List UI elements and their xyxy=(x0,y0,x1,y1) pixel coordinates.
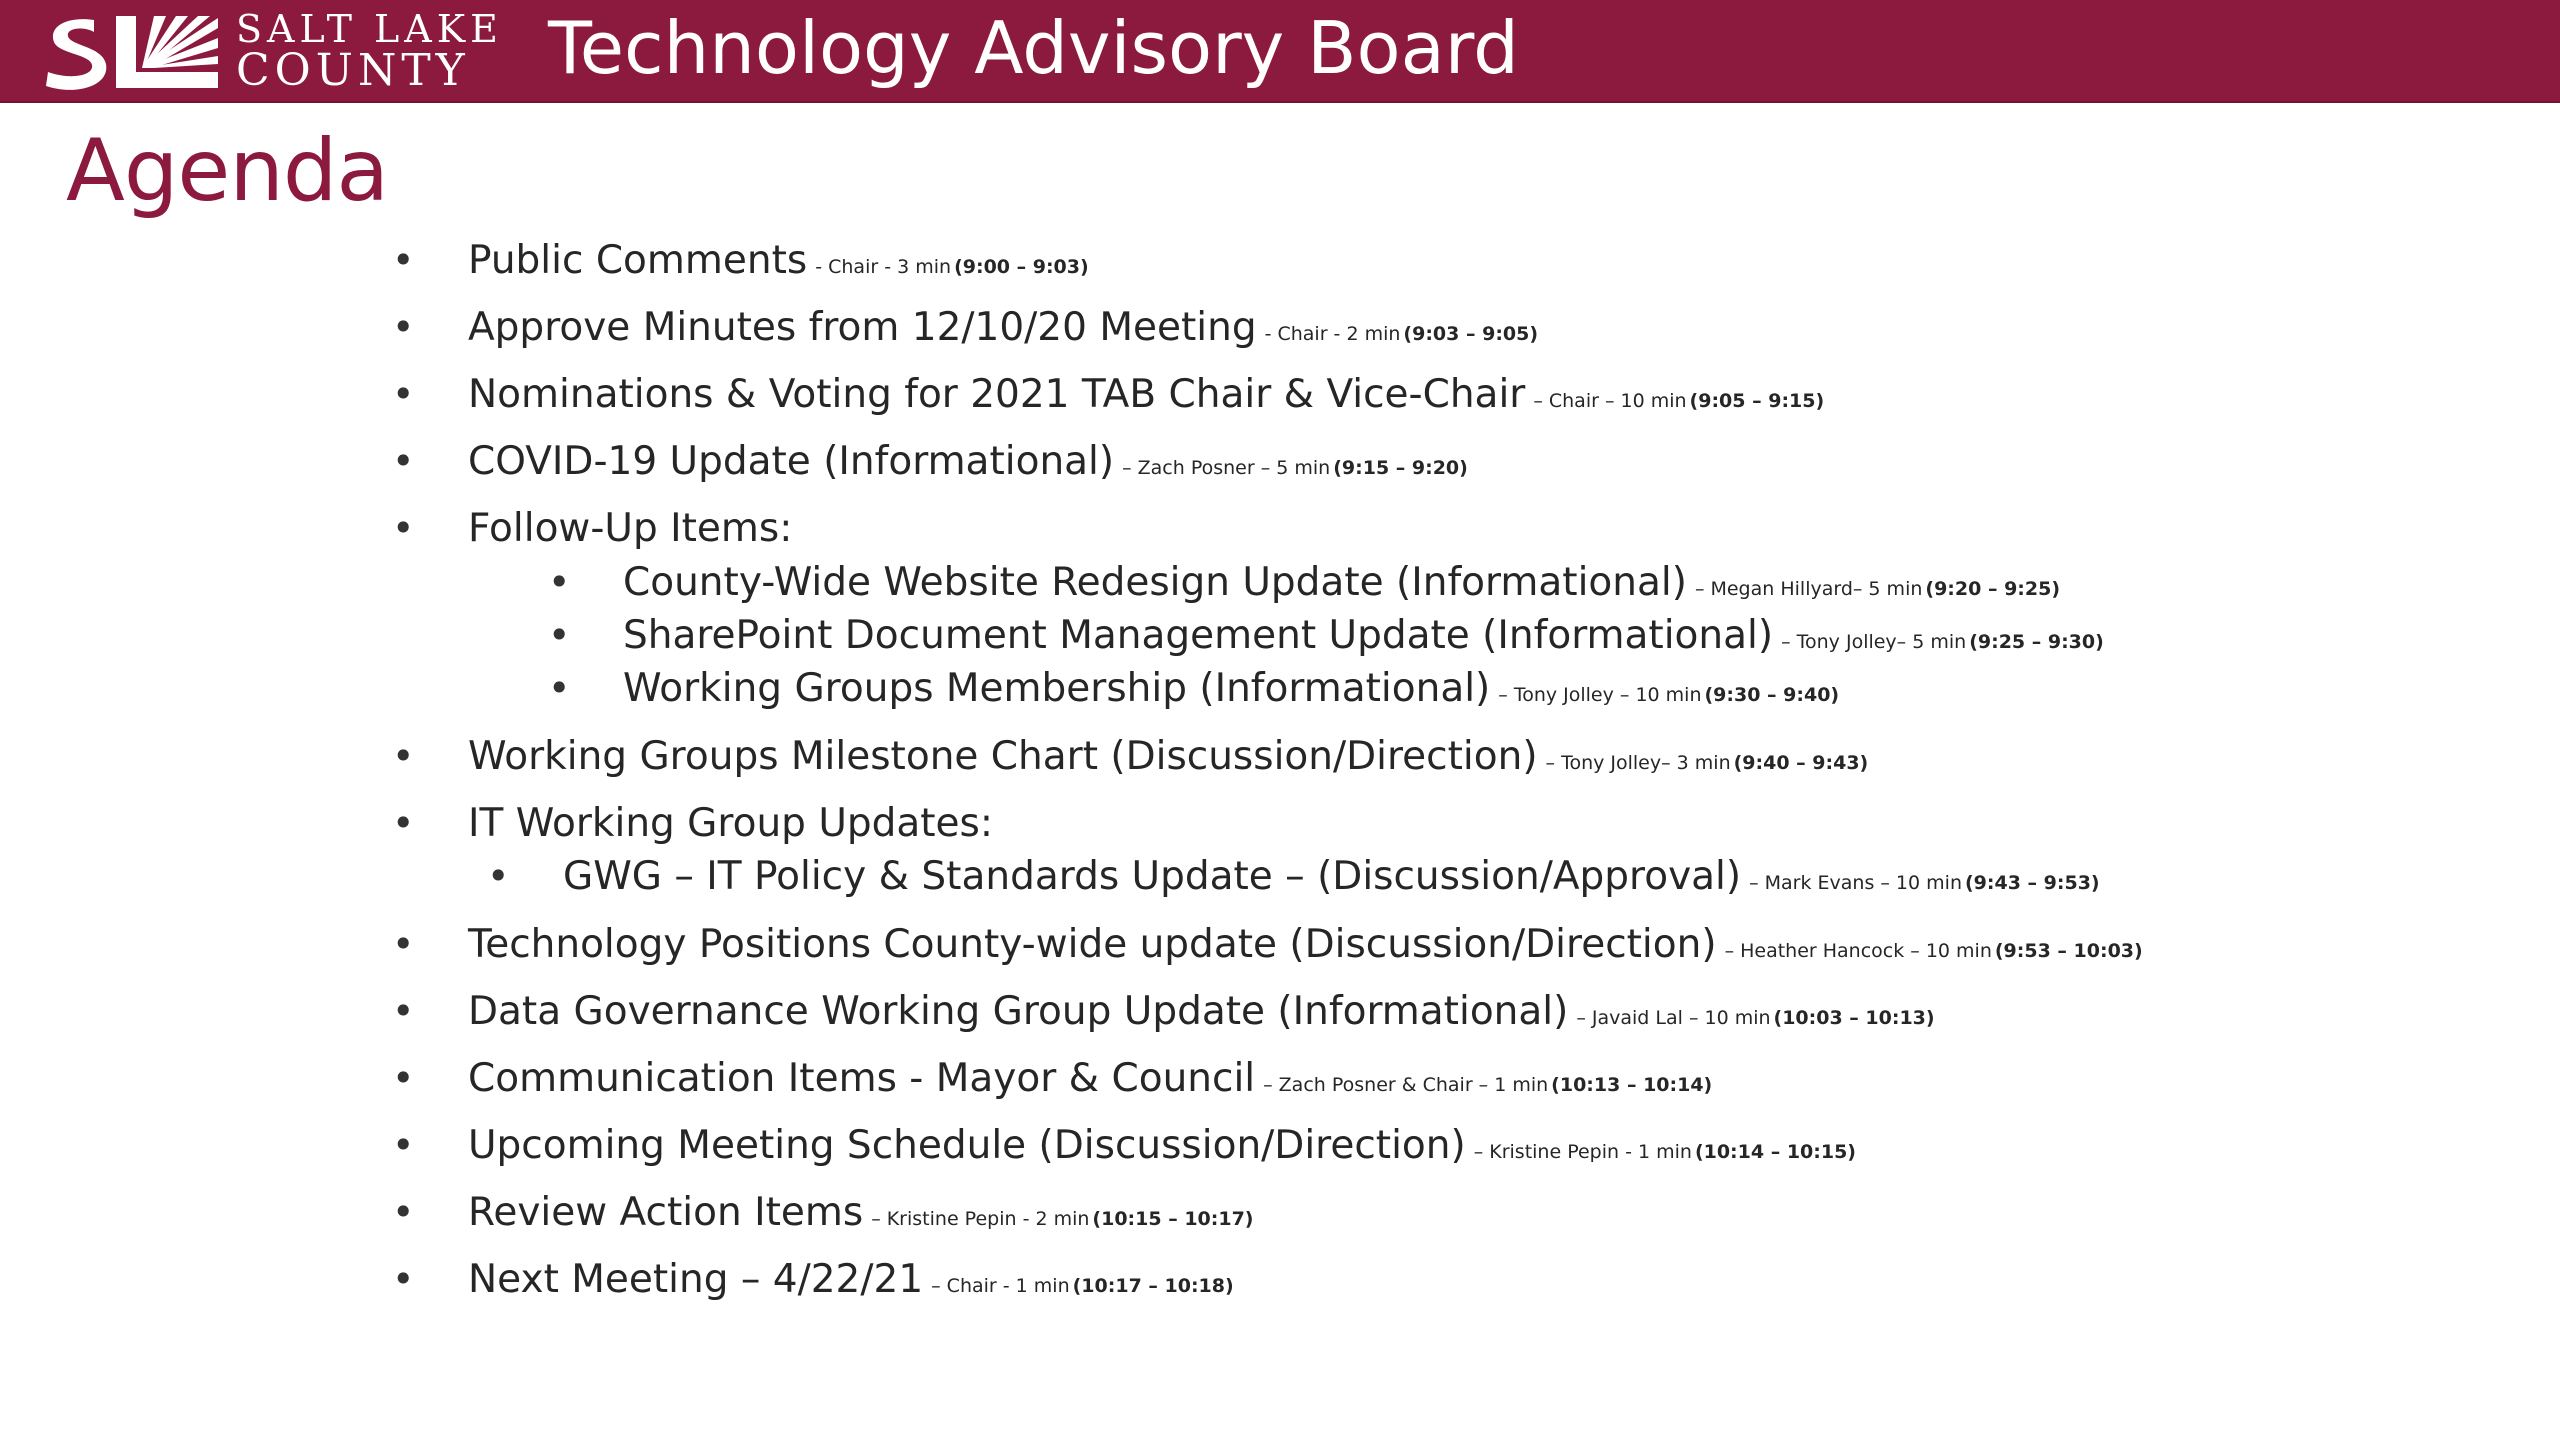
page-title: Agenda xyxy=(66,121,389,221)
sl-logo-mark-icon xyxy=(42,10,224,92)
bullet-icon: • xyxy=(392,1190,415,1234)
agenda-item-time: (9:03 – 9:05) xyxy=(1403,323,1539,345)
bullet-icon: • xyxy=(392,801,415,845)
agenda-item-title: County-Wide Website Redesign Update (Informational) xyxy=(623,560,1687,605)
bullet-icon: • xyxy=(392,922,415,966)
bullet-icon: • xyxy=(392,372,415,416)
agenda-item-time: (9:25 – 9:30) xyxy=(1969,631,2104,653)
agenda-item-title: Communication Items - Mayor & Council xyxy=(468,1056,1256,1101)
logo-wordmark xyxy=(236,7,536,96)
agenda-item-time: (9:30 – 9:40) xyxy=(1704,684,1840,706)
agenda-item-presenter: – Zach Posner – 5 min xyxy=(1122,457,1331,479)
agenda-item-presenter: – Heather Hancock – 10 min xyxy=(1724,940,1992,962)
agenda-item xyxy=(392,372,1825,417)
bullet-icon: • xyxy=(548,666,571,710)
agenda-item-time: (10:14 – 10:15) xyxy=(1694,1141,1856,1163)
bullet-icon: • xyxy=(392,238,415,282)
agenda-item xyxy=(392,922,2143,967)
agenda-item-presenter: – Tony Jolley– 5 min xyxy=(1781,631,1967,653)
bullet-icon: • xyxy=(548,560,571,604)
bullet-icon: • xyxy=(392,1257,415,1301)
agenda-item-time: (10:15 – 10:17) xyxy=(1092,1208,1254,1230)
bullet-icon: • xyxy=(392,305,415,349)
agenda-item-title: Public Comments xyxy=(468,238,808,283)
agenda-item xyxy=(392,305,1539,350)
agenda-item-time: (9:05 – 9:15) xyxy=(1689,390,1825,412)
agenda-item-presenter: – Megan Hillyard– 5 min xyxy=(1694,578,1923,600)
agenda-item-presenter: – Chair - 1 min xyxy=(931,1275,1070,1297)
agenda-item-title: COVID-19 Update (Informational) xyxy=(468,439,1115,484)
agenda-item-title: Review Action Items xyxy=(468,1190,864,1235)
agenda-item-title: Working Groups Membership (Informational) xyxy=(623,666,1491,711)
agenda-item xyxy=(392,238,1089,283)
bullet-icon: • xyxy=(392,506,415,550)
agenda-item-time: (9:40 – 9:43) xyxy=(1733,752,1869,774)
agenda-item-presenter: – Tony Jolley– 3 min xyxy=(1545,752,1731,774)
bullet-icon: • xyxy=(392,439,415,483)
agenda-subitem xyxy=(548,613,2104,658)
agenda-item-title: IT Working Group Updates: xyxy=(468,801,994,846)
agenda-item-title: Technology Positions County-wide update (Discussion/Direction) xyxy=(468,922,1717,967)
agenda-item-title: Nominations & Voting for 2021 TAB Chair & Vice-Chair xyxy=(468,372,1526,417)
agenda-item-time: (9:00 – 9:03) xyxy=(954,256,1089,278)
bullet-icon: • xyxy=(392,734,415,778)
agenda-item xyxy=(392,1056,1713,1101)
agenda-item-presenter: – Chair – 10 min xyxy=(1533,390,1687,412)
agenda-item-time: (9:43 – 9:53) xyxy=(1964,872,2100,894)
header-banner xyxy=(0,0,2560,101)
agenda-item-presenter: – Zach Posner & Chair – 1 min xyxy=(1263,1074,1549,1096)
agenda-subitem xyxy=(487,854,2100,899)
agenda-item-title: SharePoint Document Management Update (Informational) xyxy=(623,613,1774,658)
logo-line-salt-lake: SALT LAKE xyxy=(236,7,503,51)
agenda-item xyxy=(392,989,1935,1034)
agenda-item-time: (9:15 – 9:20) xyxy=(1333,457,1468,479)
agenda-item xyxy=(392,1190,1254,1235)
bullet-icon: • xyxy=(392,989,415,1033)
agenda-item-time: (9:53 – 10:03) xyxy=(1994,940,2143,962)
agenda-item-time: (9:20 – 9:25) xyxy=(1925,578,2061,600)
agenda-item-presenter: – Tony Jolley – 10 min xyxy=(1498,684,1702,706)
board-title: Technology Advisory Board xyxy=(548,6,1519,90)
agenda-item-title: Approve Minutes from 12/10/20 Meeting xyxy=(468,305,1257,350)
agenda-item-time: (10:13 – 10:14) xyxy=(1551,1074,1713,1096)
agenda-item xyxy=(392,1123,1856,1168)
bullet-icon: • xyxy=(392,1123,415,1167)
agenda-item-time: (10:03 – 10:13) xyxy=(1773,1007,1935,1029)
agenda-item xyxy=(392,1257,1234,1302)
agenda-item xyxy=(392,506,793,551)
agenda-item-title: Follow-Up Items: xyxy=(468,506,793,551)
agenda-item-title: Upcoming Meeting Schedule (Discussion/Direction) xyxy=(468,1123,1466,1168)
agenda-item-title: Data Governance Working Group Update (Informational) xyxy=(468,989,1569,1034)
agenda-item-presenter: – Kristine Pepin - 2 min xyxy=(871,1208,1090,1230)
agenda-item-presenter: - Chair - 2 min xyxy=(1264,323,1401,345)
bullet-icon: • xyxy=(487,854,510,898)
agenda-item-presenter: – Javaid Lal – 10 min xyxy=(1576,1007,1771,1029)
banner-divider xyxy=(0,101,2560,103)
agenda-item-title: Working Groups Milestone Chart (Discussion/Direction) xyxy=(468,734,1538,779)
bullet-icon: • xyxy=(392,1056,415,1100)
logo-line-county: COUNTY xyxy=(236,45,470,96)
agenda-item-presenter: – Kristine Pepin - 1 min xyxy=(1473,1141,1692,1163)
agenda-item-presenter: – Mark Evans – 10 min xyxy=(1749,872,1962,894)
agenda-subitem xyxy=(548,666,1840,711)
agenda-item-title: GWG – IT Policy & Standards Update – (Discussion/Approval) xyxy=(563,854,1742,899)
agenda-subitem xyxy=(548,560,2061,605)
agenda-item xyxy=(392,801,994,846)
agenda-item xyxy=(392,734,1869,779)
agenda-item-title: Next Meeting – 4/22/21 xyxy=(468,1257,924,1302)
agenda-item-presenter: - Chair - 3 min xyxy=(815,256,952,278)
agenda-item-time: (10:17 – 10:18) xyxy=(1072,1275,1234,1297)
bullet-icon: • xyxy=(548,613,571,657)
agenda-item xyxy=(392,439,1468,484)
